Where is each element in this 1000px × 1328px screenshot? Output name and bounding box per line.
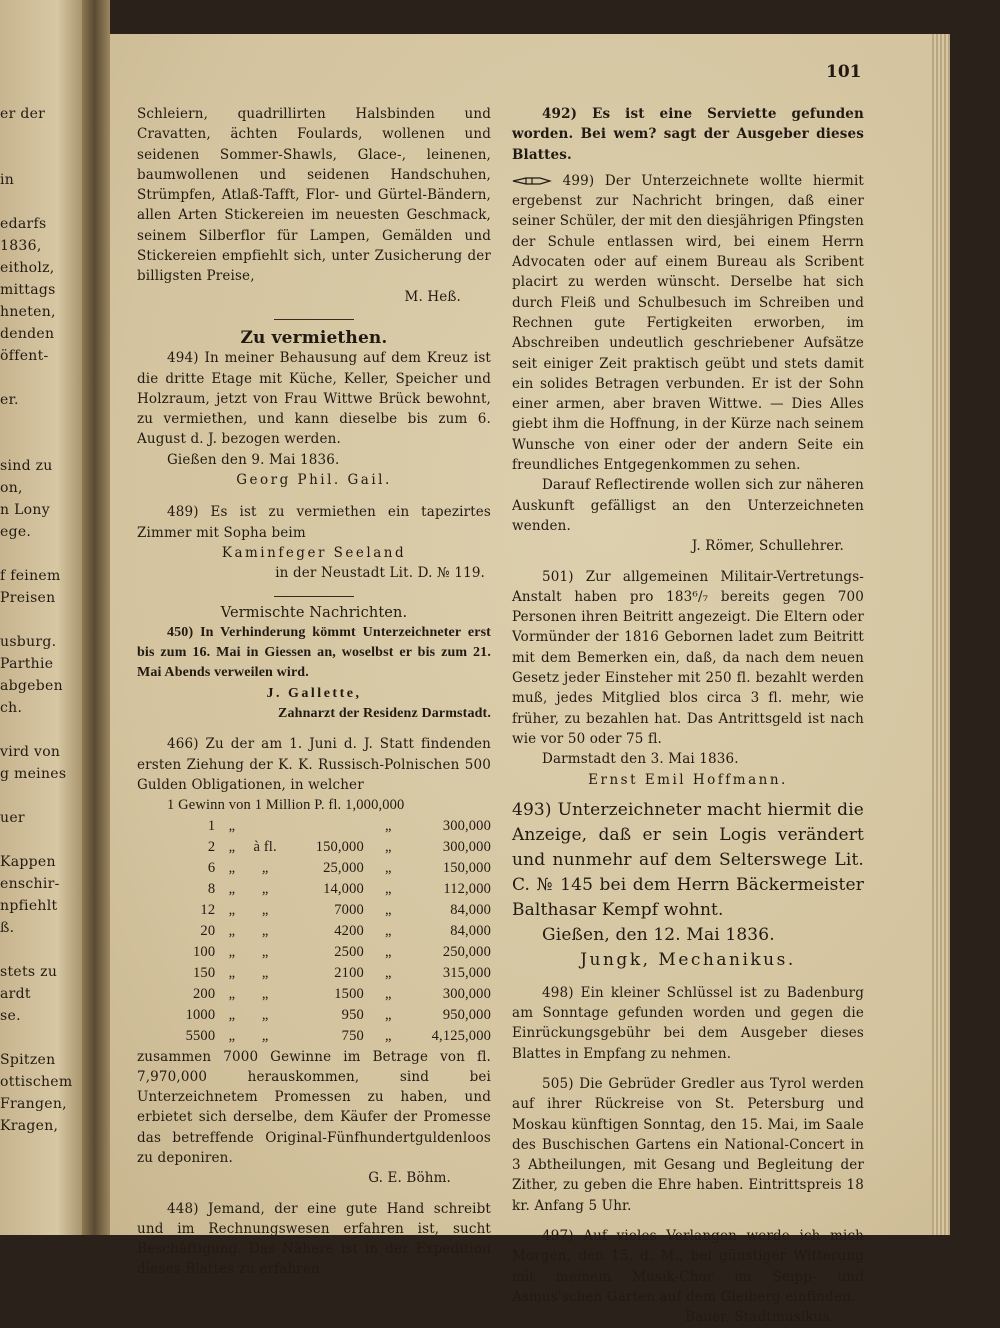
- lottery-cell-v: 14,000: [323, 880, 364, 897]
- lottery-cell-c: „: [385, 859, 392, 876]
- left-page-fragment: g meines: [0, 766, 67, 782]
- lottery-cell-t: 150,000: [442, 859, 491, 876]
- lottery-cell-v: 2500: [334, 943, 364, 960]
- lottery-cell-v: [282, 816, 364, 837]
- lottery-row: [137, 963, 491, 984]
- page-number: 101: [826, 62, 862, 82]
- left-page-fragment: Kragen,: [0, 1118, 59, 1134]
- section-divider: [274, 319, 354, 320]
- lottery-cell-t: 112,000: [443, 880, 491, 897]
- left-page-fragment: usburg.: [0, 634, 57, 650]
- book-gutter: [82, 0, 110, 1235]
- ad-493-signature: Jungk, Mechanikus.: [580, 949, 796, 970]
- lottery-cell-a: „: [228, 1006, 236, 1023]
- left-page-fragment: ardt: [0, 986, 31, 1002]
- lottery-cell-v: 950: [341, 1006, 364, 1023]
- lottery-cell-t: 4,125,000: [431, 1027, 491, 1044]
- lottery-cell-b: à fl.: [253, 838, 277, 855]
- left-page-fragment: hneten,: [0, 304, 56, 320]
- ad-489: 489) Es ist zu vermiethen ein tapezirtes Zimmer mit Sopha beim: [137, 504, 491, 541]
- lottery-cell-t: 300,000: [442, 985, 491, 1002]
- ad-498: 498) Ein kleiner Schlüssel ist zu Badenburg am Sonntage gefunden worden und gegen die Einrückungsgebühr bei dem Ausgeber dieses Blattes in Empfang zu nehmen.: [512, 984, 864, 1062]
- ad-499-text: 499) Der Unterzeichnete wollte hiermit ergebenst zur Nachricht bringen, daß einer seiner Schüler, der mit den diesjährigen Pfingsten der Schule entlassen wird, bei einem Herrn Advocaten oder auf einem Bureau als Scribent placirt zu werden wünscht. Derselbe hat sich durch Fleiß und Schulbesuch im Schreiben und Rechnen gute Fertigkeiten erworben, im Abschreiben undeutlich geschriebener Aufsätze seit einiger Zeit praktisch geübt und stets damit ein solides Betragen verbunden. Er ist der Sohn einer armen, aber braven Wittwe. — Dies Alles giebt ihm die Hoffnung, in der Kürze nach seinem Wunsche von einer oder der andern Seite ein freundliches Entgegenkommen zu sehen.: [512, 172, 865, 474]
- ad-493: 493) Unterzeichneter macht hiermit die Anzeige, daß er sein Logis verändert und nunmehr auf dem Selterswege Lit. C. № 145 bei dem Herrn Bäckermeister Balthasar Kempf wohnt.: [512, 799, 864, 920]
- lottery-cell-a: „: [228, 880, 236, 897]
- ad-450-name: J. Gallette,: [266, 685, 362, 701]
- lottery-cell-v: 750: [341, 1027, 364, 1044]
- lottery-cell-v: 1500: [334, 985, 364, 1002]
- lottery-cell-a: „: [228, 901, 236, 918]
- column-right: [512, 104, 864, 1328]
- left-page-fragment: in: [0, 172, 15, 188]
- lottery-row: [137, 879, 491, 900]
- left-page-fragment: on,: [0, 480, 23, 496]
- lottery-cell-b: „: [261, 964, 269, 981]
- left-page-fragment: n Lony: [0, 502, 50, 518]
- left-page-fragment: öffent-: [0, 348, 49, 364]
- lottery-cell-c: „: [385, 1006, 392, 1023]
- ad-466-signature: G. E. Böhm.: [368, 1170, 451, 1187]
- left-page-fragment: sind zu: [0, 458, 53, 474]
- left-page-fragment: ege.: [0, 524, 32, 540]
- lottery-cell-c: „: [385, 838, 392, 855]
- lottery-cell-n: 2: [207, 838, 216, 855]
- ad-497: 497) Auf vieles Verlangen werde ich mich Morgen, den 15. d. M., bei günstiger Witterung mit meinem Musik-Chor im Seipp- und Asmus'schen Garten auf dem Gleiberg einfinden.: [512, 1228, 864, 1305]
- column-left: [137, 104, 491, 1280]
- ad-493-place-date: Gießen, den 12. Mai 1836.: [542, 924, 775, 945]
- ad-499: [512, 171, 864, 475]
- heading-misc: Vermischte Nachrichten.: [220, 604, 408, 621]
- ad-466-intro: 466) Zu der am 1. Juni d. J. Statt findenden ersten Ziehung der K. K. Russisch-Polnischen 500 Gulden Obligationen, in welcher: [137, 736, 491, 793]
- lottery-cell-n: 6: [207, 859, 216, 876]
- lottery-table: [137, 816, 491, 1047]
- left-page-fragment: denden: [0, 326, 55, 342]
- left-page-fragment: stets zu: [0, 964, 58, 980]
- left-page-fragment: er der: [0, 106, 46, 122]
- lottery-cell-t: 300,000: [442, 838, 491, 855]
- lottery-cell-t: 84,000: [450, 901, 491, 918]
- lottery-cell-a: „: [228, 817, 236, 834]
- pointing-hand-icon: [512, 174, 552, 188]
- lottery-cell-t: 950,000: [442, 1006, 491, 1023]
- left-page-fragment: enschir-: [0, 876, 60, 892]
- lottery-cell-v: 25,000: [323, 859, 364, 876]
- left-page-fragment: er.: [0, 392, 19, 408]
- ad-501-place-date: Darmstadt den 3. Mai 1836.: [542, 751, 739, 768]
- left-page-fragment: edarfs: [0, 216, 47, 232]
- left-page-fragment: se.: [0, 1008, 21, 1024]
- lottery-cell-b: „: [261, 985, 269, 1002]
- left-page-fragment: vird von: [0, 744, 61, 760]
- lottery-cell-c: „: [385, 880, 392, 897]
- ad-489-address: in der Neustadt Lit. D. № 119.: [275, 565, 485, 582]
- section-divider: [274, 596, 354, 597]
- lottery-row: [137, 858, 491, 879]
- lottery-cell-v: 7000: [334, 901, 364, 918]
- left-page-fragment: Spitzen: [0, 1052, 56, 1068]
- lottery-row: [137, 921, 491, 942]
- left-page: [0, 0, 82, 1235]
- left-page-fragment: Parthie: [0, 656, 54, 672]
- ad-hess-text: Schleiern, quadrillirten Halsbinden und Cravatten, ächten Foulards, wollenen und seidenen Sommer-Shawls, Glace-, leinenen, baumwollenen und seidenen Handschuhen, Strümpfen, Atlaß-Tafft, Flor- und Gürtel-Bändern, allen Arten Stickereien im neuesten Geschmack, seinem Silberflor für Lampen, Gemälden und Stickereien empfiehlt sich, unter Zusicherung der billigsten Preise,: [137, 106, 491, 285]
- lottery-cell-b: „: [261, 922, 269, 939]
- ad-489-name: Kaminfeger Seeland: [221, 544, 407, 561]
- lottery-cell-a: „: [228, 859, 236, 876]
- lottery-row: [137, 837, 491, 858]
- lottery-row: [137, 900, 491, 921]
- left-page-fragment: eitholz,: [0, 260, 55, 276]
- lottery-cell-t: 84,000: [450, 922, 491, 939]
- lottery-cell-v: 150,000: [315, 838, 364, 855]
- ad-497-signature: Bauer, Stadtmusikus.: [685, 1309, 834, 1326]
- lottery-cell-b: „: [261, 901, 269, 918]
- left-page-fragment: ch.: [0, 700, 23, 716]
- lottery-cell-c: „: [385, 817, 392, 834]
- left-page-fragment: Preisen: [0, 590, 56, 606]
- lottery-cell-b: „: [261, 880, 269, 897]
- left-page-fragment: 1836,: [0, 238, 42, 254]
- lottery-cell-c: „: [385, 922, 392, 939]
- lottery-cell-a: „: [228, 1027, 236, 1044]
- lottery-row: [137, 816, 491, 837]
- left-page-fragment: npfiehlt: [0, 898, 58, 914]
- lottery-row: [137, 1026, 491, 1047]
- lottery-cell-b: „: [261, 1006, 269, 1023]
- lottery-cell-a: „: [228, 985, 236, 1002]
- lottery-cell-a: „: [228, 922, 236, 939]
- left-page-fragment: mittags: [0, 282, 56, 298]
- lottery-cell-c: „: [385, 985, 392, 1002]
- lottery-cell-v: 4200: [334, 922, 364, 939]
- lottery-cell-a: „: [228, 838, 236, 855]
- lottery-row: [137, 942, 491, 963]
- lottery-cell-c: „: [385, 964, 392, 981]
- left-page-fragment: Frangen,: [0, 1096, 67, 1112]
- lottery-cell-a: „: [228, 964, 236, 981]
- ad-448: 448) Jemand, der eine gute Hand schreibt und im Rechnungswesen erfahren ist, sucht Beschäftigung. Das Nähere ist in der Expedition dieses Blattes zu erfahren.: [137, 1200, 491, 1278]
- lottery-cell-c: „: [385, 943, 392, 960]
- ad-494-place-date: Gießen den 9. Mai 1836.: [167, 451, 340, 468]
- lottery-cell-n: 20: [200, 922, 216, 939]
- lottery-cell-b: [248, 816, 281, 837]
- lottery-cell-b: „: [261, 859, 269, 876]
- lottery-cell-n: 1: [207, 817, 216, 834]
- lottery-cell-c: „: [385, 901, 392, 918]
- ad-501-signature: Ernst Emil Hoffmann.: [588, 771, 788, 788]
- lottery-cell-b: „: [261, 1027, 269, 1044]
- lottery-cell-a: „: [228, 943, 236, 960]
- ad-450-title: Zahnarzt der Residenz Darmstadt.: [278, 706, 491, 722]
- ad-466-rest: zusammen 7000 Gewinne im Betrage von fl. 7,970,000 herauskommen, sind bei Unterzeichnetem Promessen zu haben, und erbietet sich derselbe, dem Käufer der Promesse das betreffende Original-Fünfhundertguldenloos zu deponiren.: [137, 1048, 491, 1166]
- ad-499-contact: Darauf Reflectirende wollen sich zur näheren Auskunft gefälligst an den Unterzeichneten wenden.: [512, 477, 864, 534]
- left-page-fragment: ß.: [0, 920, 15, 936]
- lottery-cell-v: 2100: [334, 964, 364, 981]
- left-page-fragment: Kappen: [0, 854, 56, 870]
- lottery-cell-t: 300,000: [442, 817, 491, 834]
- lottery-cell-n: 12: [200, 901, 216, 918]
- ad-499-signature: J. Römer, Schullehrer.: [691, 538, 844, 555]
- ad-505: 505) Die Gebrüder Gredler aus Tyrol werden auf ihrer Rückreise von St. Petersburg und Moskau künftigen Sonntag, den 15. Mai, im Saale des Buschischen Gartens ein National-Concert in 3 Abtheilungen, mit Gesang und Begleitung der Zither, zu geben die Ehre haben. Eintrittspreis 18 kr. Anfang 5 Uhr.: [512, 1075, 864, 1214]
- ad-492: 492) Es ist eine Serviette gefunden worden. Bei wem? sagt der Ausgeber dieses Blattes.: [512, 106, 864, 163]
- ad-494-signature: Georg Phil. Gail.: [236, 472, 392, 489]
- lottery-cell-n: 200: [193, 985, 216, 1002]
- lottery-row: [137, 984, 491, 1005]
- lottery-cell-n: 1000: [185, 1006, 216, 1023]
- left-page-fragment: abgeben: [0, 678, 63, 694]
- ad-501: 501) Zur allgemeinen Militair-Vertretungs-Anstalt haben pro 183⁶/₇ bereits gegen 700 Personen ihren Beitritt angezeigt. Die Eltern oder Vormünder der 1816 Gebornen ladet zum Beitritt mit dem Bemerken ein, daß, da nach dem neuen Gesetz jeder Einsteher mit 250 fl. bezahlt werden muß, jedes Mitglied blos circa 3 fl. mehr, wie früher, zu bezahlen hat. Das Antrittsgeld ist nach wie vor 50 oder 75 fl.: [512, 568, 864, 747]
- page-edges: [932, 34, 950, 1235]
- left-page-fragment: uer: [0, 810, 25, 826]
- ad-494: 494) In meiner Behausung auf dem Kreuz ist die dritte Etage mit Küche, Keller, Speicher und Holzraum, jetzt von Frau Wittwe Brück bewohnt, zu vermiethen, und kann dieselbe bis zum 6. August d. J. bezogen werden.: [137, 350, 491, 448]
- lottery-cell-b: „: [261, 943, 269, 960]
- left-page-fragment: f feinem: [0, 568, 61, 584]
- heading-rent: Zu vermiethen.: [240, 327, 388, 348]
- lottery-cell-t: 250,000: [442, 943, 491, 960]
- lottery-row: [137, 1005, 491, 1026]
- left-page-fragment: ottischem: [0, 1074, 73, 1090]
- ad-450: 450) In Verhinderung kömmt Unterzeichneter erst bis zum 16. Mai in Giessen an, woselbst er bis zum 21. Mai Abends verweilen wird.: [137, 624, 491, 681]
- lottery-cell-c: „: [385, 1027, 392, 1044]
- ad-hess-signature: M. Heß.: [404, 288, 461, 305]
- lottery-cell-t: 315,000: [442, 964, 491, 981]
- lottery-cell-n: 8: [207, 880, 216, 897]
- lottery-cell-n: 5500: [185, 1027, 216, 1044]
- lottery-first-prize: 1 Gewinn von 1 Million P. fl. 1,000,000: [167, 797, 405, 814]
- lottery-cell-n: 100: [193, 943, 216, 960]
- lottery-cell-n: 150: [193, 964, 216, 981]
